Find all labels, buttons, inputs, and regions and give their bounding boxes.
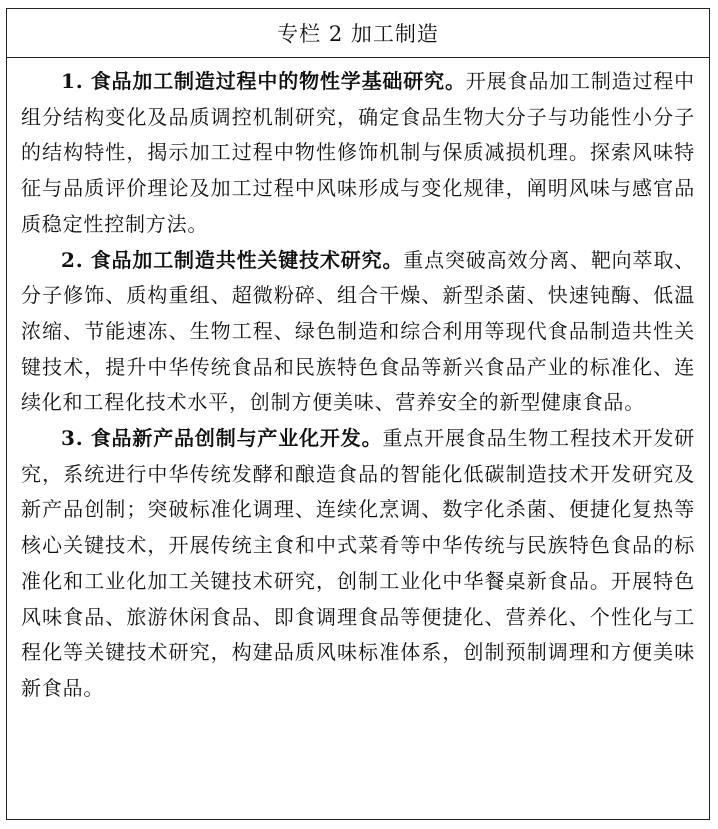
section-2-paragraph	[21, 243, 695, 422]
section-2-number: 2.	[61, 247, 84, 272]
column-box	[6, 8, 710, 820]
section-3-body: 重点开展食品生物工程技术开发研究，系统进行中华传统发酵和酿造食品的智能化低碳制造技术开发研究及新产品创制；突破标准化调理、连续化烹调、数字化杀菌、便捷化复热等核心关键技术，开展传统主食和中式菜肴等中华传统与民族特色食品的标准化和工业化加工关键技术研究，创制工业化中华餐桌新食品。开展特色风味食品、旅游休闲食品、即食调理食品等便捷化、营养化、个性化与工程化等关键技术研究，构建品质风味标准体系，创制预制调理和方便美味新食品。	[21, 426, 696, 700]
section-2-heading: 食品加工制造共性关键技术研究。	[90, 247, 404, 272]
section-3-paragraph	[21, 421, 695, 707]
box-content	[7, 58, 709, 707]
section-1-number: 1.	[61, 69, 84, 93]
section-3-number: 3.	[61, 426, 84, 451]
box-title: 专栏 2 加工制造	[7, 9, 709, 58]
section-3-heading: 食品新产品创制与产业化开发。	[90, 426, 383, 451]
section-2-body: 重点突破高效分离、靶向萃取、分子修饰、质构重组、超微粉碎、组合干燥、新型杀菌、快速钝酶、低温浓缩、节能速冻、生物工程、绿色制造和综合利用等现代食品制造共性关键技术，提升中华传统食品和民族特色食品等新兴食品产业的标准化、连续化和工程化技术水平，创制方便美味、营养安全的新型健康食品。	[21, 247, 695, 415]
section-1-paragraph	[21, 64, 695, 243]
section-1-heading: 食品加工制造过程中的物性学基础研究。	[90, 69, 466, 93]
section-1-body: 开展食品加工制造过程中组分结构变化及品质调控机制研究，确定食品生物大分子与功能性小分子的结构特性，揭示加工过程中物性修饰机制与保质减损机理。探索风味特征与品质评价理论及加工过程中风味形成与变化规律，阐明风味与感官品质稳定性控制方法。	[21, 69, 695, 236]
